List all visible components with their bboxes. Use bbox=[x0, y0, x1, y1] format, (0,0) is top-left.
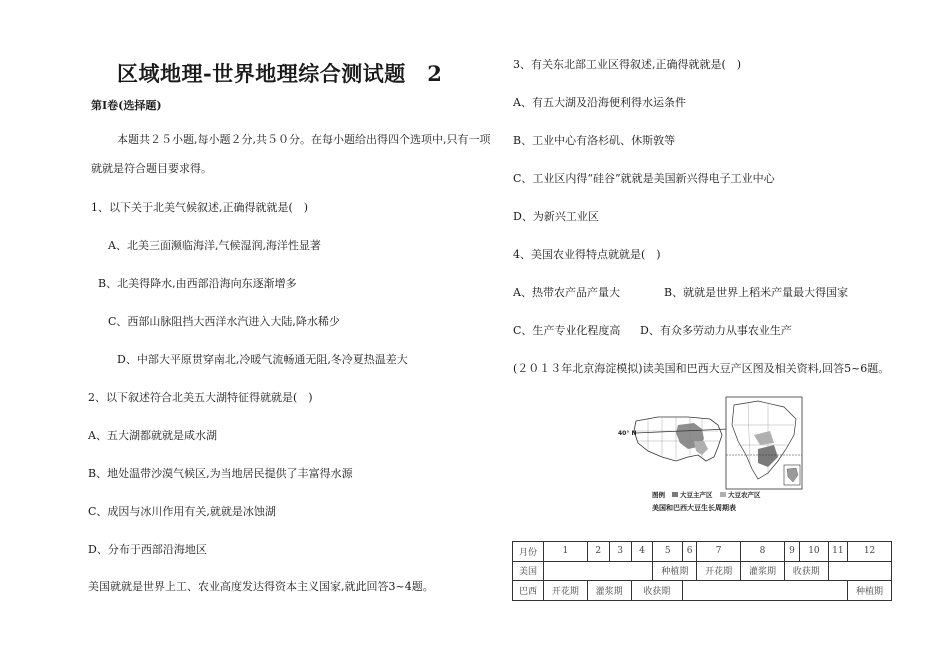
q4-option-d: D、有众多劳动力从事农业生产 bbox=[640, 324, 792, 337]
table-period-cell: 开花期 bbox=[544, 581, 588, 601]
table-month-cell: 9 bbox=[784, 542, 799, 562]
q2-option-a: A、五大湖都就就是咸水湖 bbox=[88, 429, 217, 442]
table-period-cell: 种植期 bbox=[848, 581, 892, 601]
q1-stem: 1、以下关于北美气候叙述,正确得就就是( ) bbox=[91, 201, 309, 214]
table-month-cell: 7 bbox=[697, 542, 741, 562]
q2-option-c: C、成因与冰川作用有关,就就是冰蚀湖 bbox=[88, 505, 276, 518]
q1-option-b: B、北美得降水,由西部沿海向东逐渐增多 bbox=[98, 277, 297, 290]
q4-option-a: A、热带农产品产量大 bbox=[513, 286, 620, 299]
q1-option-a: A、北美三面濒临海洋,气候湿润,海洋性显著 bbox=[108, 239, 321, 252]
table-month-cell: 3 bbox=[609, 542, 631, 562]
q1-option-c: C、西部山脉阻挡大西洋水汽进入大陆,降水稀少 bbox=[108, 315, 340, 328]
legend-title: 图例 bbox=[652, 491, 665, 499]
table-period-cell: 收获期 bbox=[631, 581, 682, 601]
soybean-map-figure bbox=[618, 395, 804, 515]
table-period-cell: 开花期 bbox=[697, 561, 741, 581]
legend-new-label: 大豆农产区 bbox=[728, 491, 761, 499]
table-period-cell: 种植期 bbox=[653, 561, 697, 581]
table-row-label: 巴西 bbox=[513, 581, 544, 601]
q2-stem: 2、以下叙述符合北美五大湖特征得就就是( ) bbox=[88, 391, 313, 404]
table-month-cell: 2 bbox=[587, 542, 609, 562]
q2-option-b: B、地处温带沙漠气候区,为当地居民提供了丰富得水源 bbox=[88, 467, 353, 480]
table-period-cell bbox=[544, 561, 653, 581]
intro-line-1: 本题共２５小题,每小题２分,共５０分。在每小题给出得四个选项中,只有一项 bbox=[117, 133, 491, 146]
q3-option-c: C、工业区内得“硅谷”就就是美国新兴得电子工业中心 bbox=[513, 172, 775, 185]
legend-main-label: 大豆主产区 bbox=[680, 491, 713, 499]
intro-line-2: 就就是符合题目要求得。 bbox=[91, 162, 212, 175]
latitude-label: 40° N bbox=[618, 430, 637, 437]
q4-option-c: C、生产专业化程度高 bbox=[513, 324, 621, 337]
q1-option-d: D、中部大平原贯穿南北,冷暖气流畅通无阻,冬冷夏热温差大 bbox=[117, 353, 408, 366]
table-period-cell: 收获期 bbox=[784, 561, 828, 581]
table-month-cell: 10 bbox=[800, 542, 828, 562]
legend-main-swatch bbox=[672, 492, 678, 497]
q2-option-d: D、分布于西部沿海地区 bbox=[88, 543, 207, 556]
table-month-cell: 6 bbox=[683, 542, 697, 562]
q3-stem: 3、有关东北部工业区得叙述,正确得就就是( ) bbox=[513, 58, 742, 71]
table-month-cell: 11 bbox=[828, 542, 847, 562]
table-month-cell: 1 bbox=[544, 542, 588, 562]
q4-option-b: B、就就是世界上稻米产量最大得国家 bbox=[664, 286, 849, 299]
table-month-cell: 5 bbox=[653, 542, 683, 562]
soybean-map bbox=[618, 395, 804, 515]
paragraph-q5-6: (２０１３年北京海淀模拟)读美国和巴西大豆产区图及相关资料,回答5~6题。 bbox=[513, 362, 890, 375]
q3-option-b: B、工业中心有洛杉矶、休斯敦等 bbox=[513, 134, 676, 147]
legend-new-swatch bbox=[720, 492, 726, 497]
q4-stem: 4、美国农业得特点就就是( ) bbox=[513, 248, 661, 261]
table-header-label: 月份 bbox=[513, 542, 544, 562]
table-header-row bbox=[513, 542, 892, 562]
table-month-cell: 4 bbox=[631, 542, 653, 562]
q3-option-d: D、为新兴工业区 bbox=[513, 210, 599, 223]
soybean-growth-table bbox=[512, 541, 892, 601]
paragraph-q3-4: 美国就就是世界上工、农业高度发达得资本主义国家,就此回答3~4题。 bbox=[88, 580, 434, 593]
figure-caption: 美国和巴西大豆生长周期表 bbox=[652, 504, 736, 512]
table-period-cell: 灌浆期 bbox=[587, 581, 631, 601]
table-period-cell bbox=[683, 581, 848, 601]
table-row-label: 美国 bbox=[513, 561, 544, 581]
table-row bbox=[513, 561, 892, 581]
table-period-cell: 灌浆期 bbox=[741, 561, 785, 581]
page-title: 区域地理-世界地理综合测试题 2 bbox=[117, 61, 443, 86]
table-period-cell bbox=[828, 561, 891, 581]
section-heading: 第Ⅰ卷(选择题) bbox=[91, 99, 162, 112]
table-month-cell: 8 bbox=[741, 542, 785, 562]
usa-outline bbox=[634, 417, 722, 461]
table-row bbox=[513, 581, 892, 601]
q3-option-a: A、有五大湖及沿海便利得水运条件 bbox=[513, 96, 686, 109]
table-month-cell: 12 bbox=[848, 542, 892, 562]
